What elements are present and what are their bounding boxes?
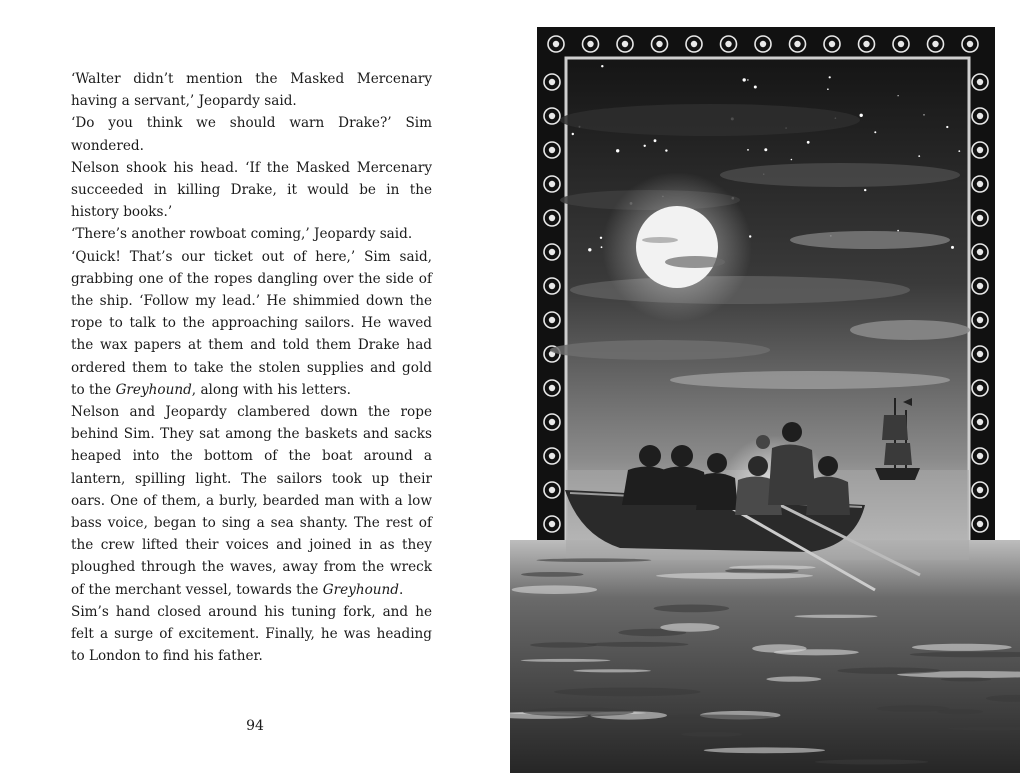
wave	[681, 732, 742, 737]
star-icon	[860, 114, 863, 117]
wave	[941, 677, 991, 681]
paragraph-text: Sim’s hand closed around his tuning fork, and he felt a surge of excitement. Finally, he was heading to London to find his father.	[71, 603, 432, 665]
wave	[537, 558, 652, 562]
wave	[912, 644, 1012, 651]
paragraph	[71, 68, 432, 112]
story-text	[71, 68, 432, 667]
wave	[704, 747, 825, 753]
paragraph	[71, 246, 432, 401]
wave	[521, 659, 611, 662]
paragraph	[71, 601, 432, 668]
wave	[876, 705, 949, 712]
star-icon	[601, 65, 603, 67]
moon	[636, 206, 718, 288]
star-icon	[807, 141, 810, 144]
paragraph-text: Nelson shook his head. ‘If the Masked Mercenary succeeded in killing Drake, it would be in the history books.’	[71, 159, 432, 221]
wave	[815, 759, 928, 764]
wave	[752, 644, 806, 652]
star-icon	[764, 148, 767, 151]
rowboat-night-sea-illustration	[510, 0, 1020, 773]
wave	[512, 585, 597, 594]
wave	[654, 605, 730, 613]
wave	[794, 615, 877, 618]
star-icon	[918, 155, 920, 157]
paragraph	[71, 401, 432, 601]
star-icon	[616, 149, 619, 152]
wave	[554, 688, 700, 697]
wave	[766, 676, 821, 681]
star-icon	[946, 126, 948, 128]
wave	[729, 565, 816, 569]
paragraph-text: Nelson and Jeopardy clambered down the rope behind Sim. They sat among the baskets and sacks heaped into the bottom of the boat around a lantern, spilling light. The sailors took up their oars. One of them, a burly, bearded man with a low bass voice, began to sing a sea shanty. The rest of the crew lifted their voices and joined in as they ploughed through the waves, away from the wreck of the merchant vessel, towards the	[71, 404, 432, 598]
wave	[837, 667, 940, 674]
star-icon	[898, 95, 899, 96]
star-icon	[958, 150, 960, 152]
star-icon	[588, 248, 591, 251]
star-icon	[864, 189, 866, 191]
wave	[530, 642, 597, 647]
star-icon	[897, 230, 899, 232]
paragraph-text: ‘Quick! That’s our ticket out of here,’ Sim said, grabbing one of the ropes dangling over the side of the ship. ‘Follow my lead.’ He shimmied down the rope to talk to the approaching sailors. He waved the wax papers at them and told them Drake had ordered them to take the stolen supplies and gold to the	[71, 248, 432, 398]
paragraph	[71, 223, 432, 245]
ship-name: Greyhound	[322, 581, 399, 598]
star-icon	[654, 139, 657, 142]
star-icon	[951, 246, 954, 249]
right-page	[510, 0, 1020, 773]
star-icon	[923, 114, 924, 115]
star-icon	[665, 149, 667, 151]
paragraph-text: , along with his letters.	[191, 381, 351, 398]
paragraph-text: ‘Walter didn’t mention the Masked Mercenary having a servant,’ Jeopardy said.	[71, 71, 432, 110]
star-icon	[827, 88, 829, 90]
ship-name: Greyhound	[115, 381, 192, 398]
star-icon	[829, 76, 831, 78]
wave	[660, 623, 719, 632]
star-icon	[747, 149, 749, 151]
star-icon	[791, 159, 793, 161]
wave	[523, 708, 634, 717]
paragraph-text: ‘Do you think we should warn Drake?’ Sim wondered.	[71, 115, 432, 154]
paragraph-text: ‘There’s another rowboat coming,’ Jeopardy said.	[71, 226, 413, 243]
wave	[521, 572, 583, 577]
star-icon	[572, 133, 574, 135]
star-icon	[747, 79, 748, 80]
paragraph	[71, 112, 432, 156]
star-icon	[600, 237, 602, 239]
wave	[656, 573, 813, 579]
star-icon	[754, 86, 757, 89]
star-icon	[743, 78, 746, 81]
paragraph-text: .	[398, 581, 404, 598]
star-icon	[874, 131, 876, 133]
paragraph	[71, 157, 432, 224]
wave	[587, 642, 688, 647]
star-icon	[644, 145, 646, 147]
page-number: 94	[246, 718, 264, 734]
wave	[573, 669, 651, 672]
